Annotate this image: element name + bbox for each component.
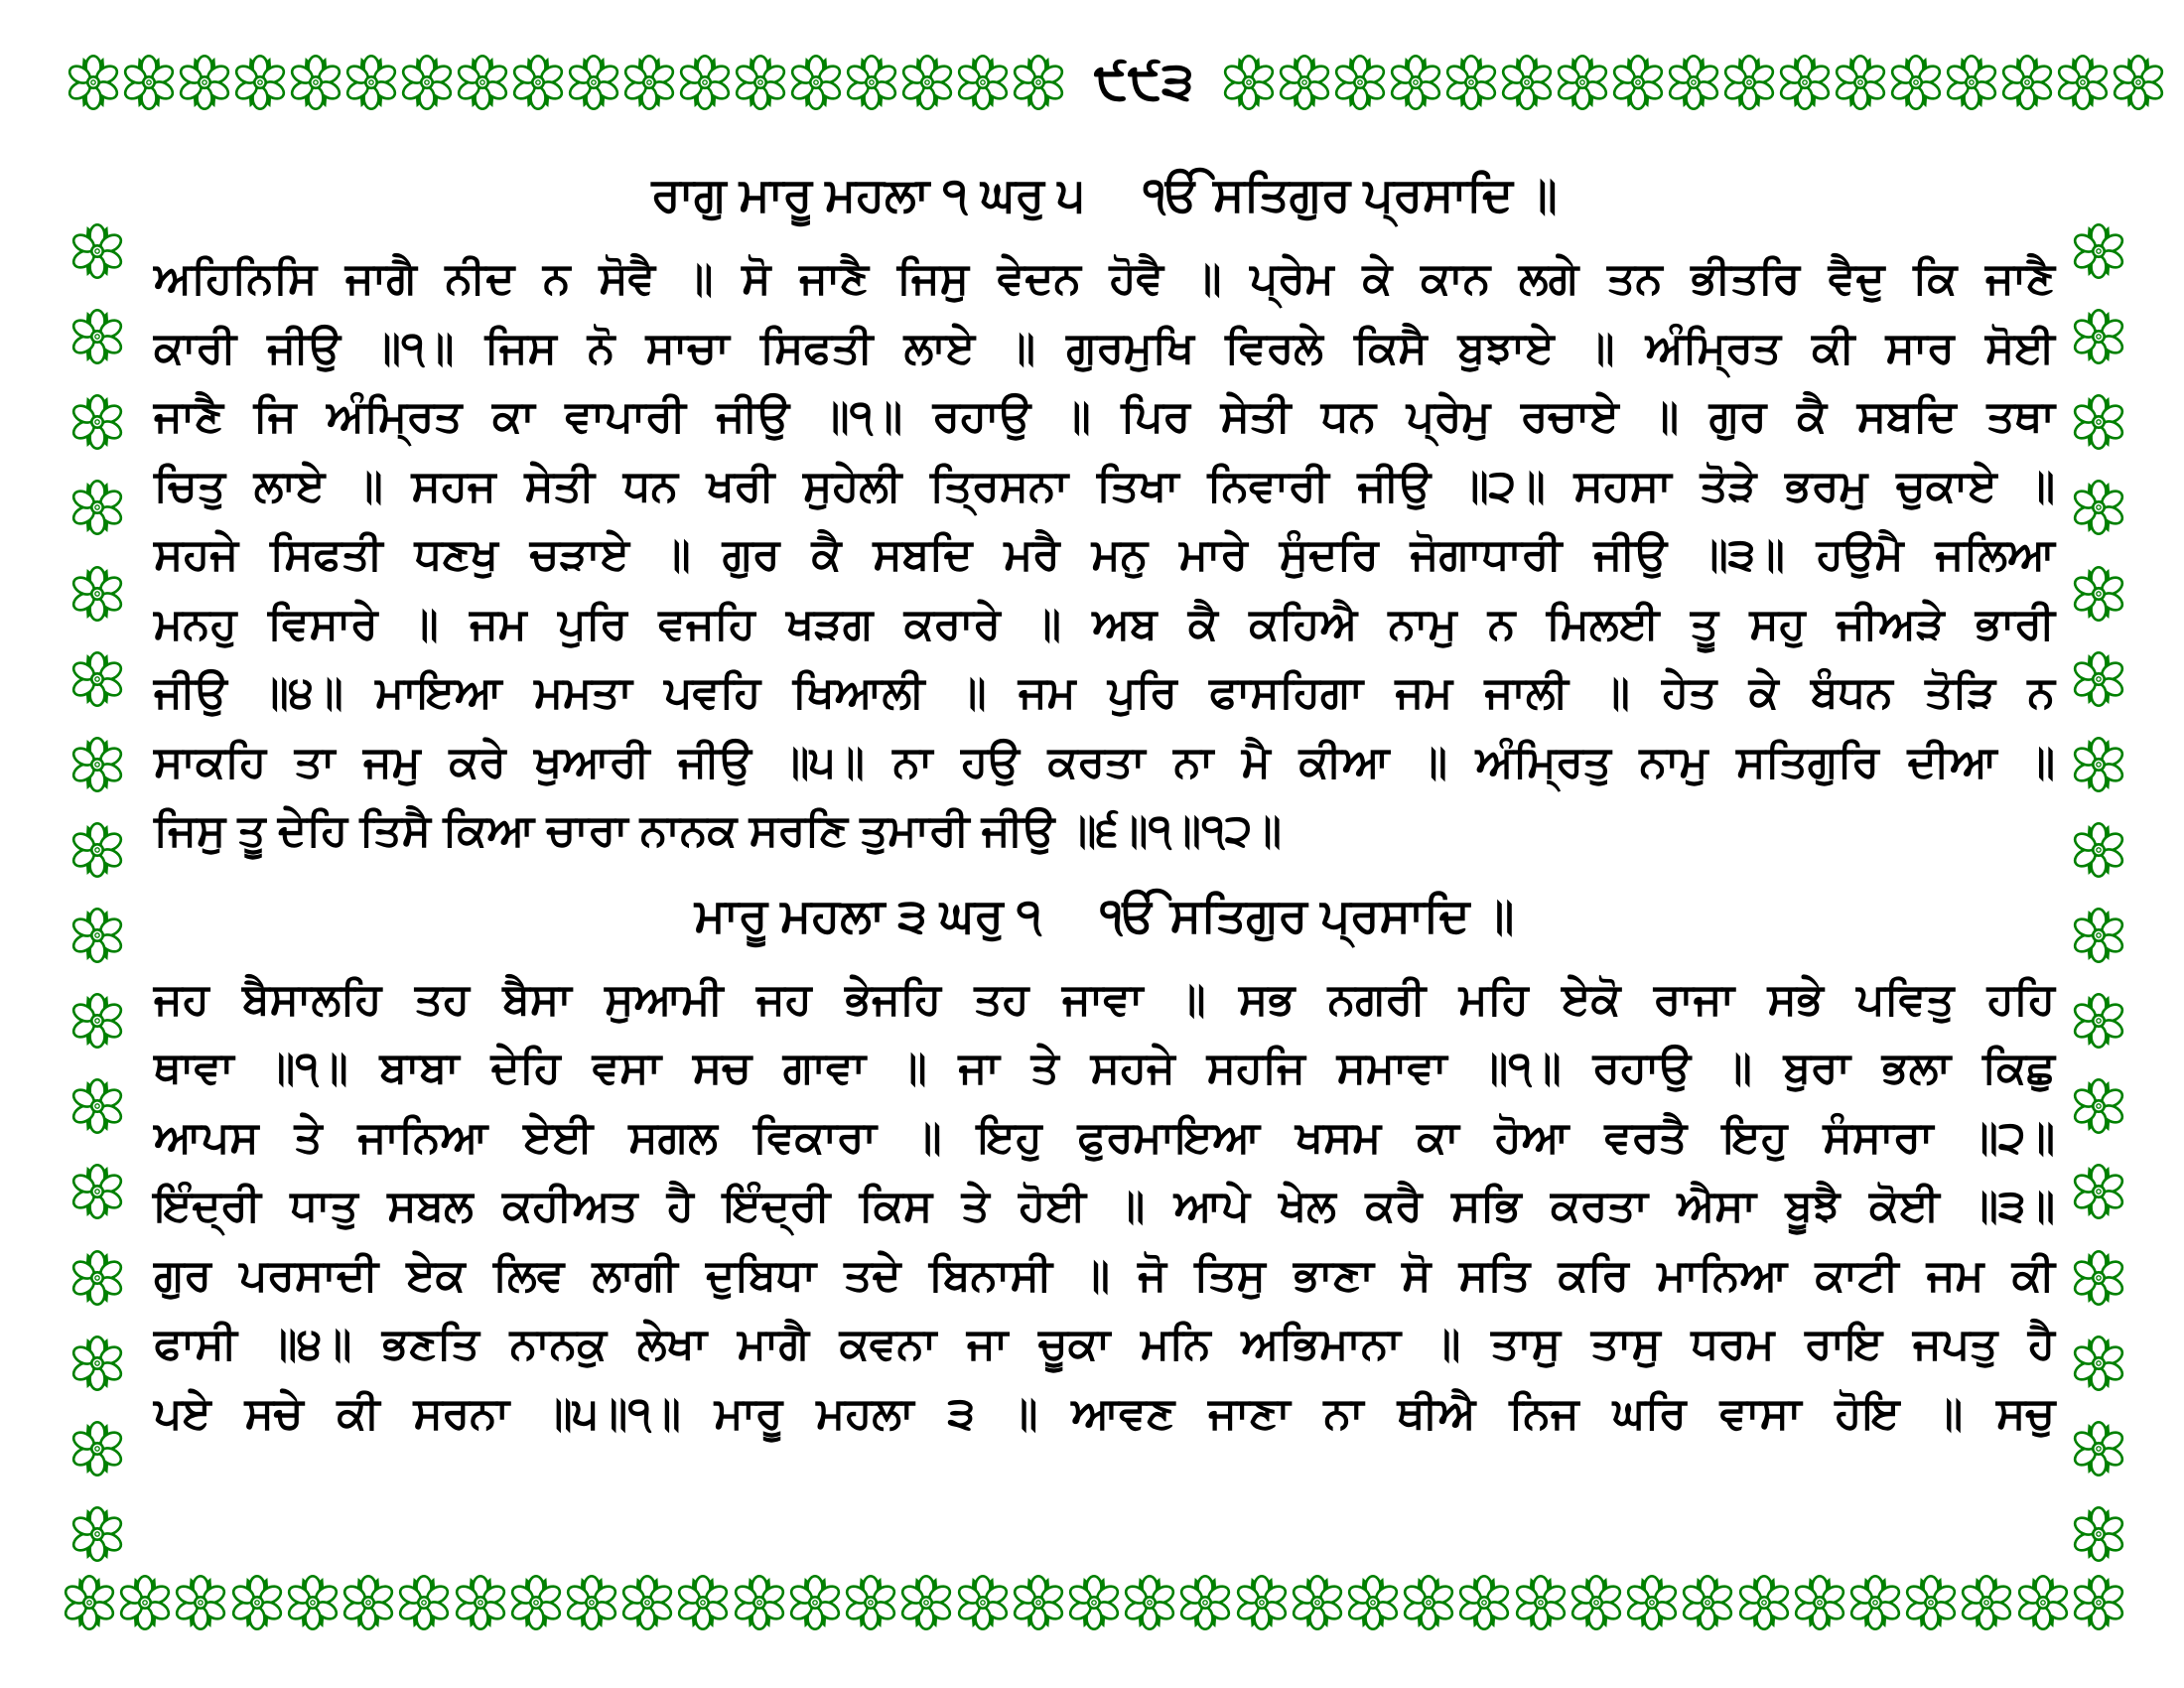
flower-ornament-icon	[1513, 1575, 1569, 1630]
flower-ornament-icon	[62, 1575, 117, 1630]
flower-ornament-icon	[2071, 737, 2126, 792]
flower-ornament-icon	[69, 480, 125, 535]
flower-ornament-icon	[69, 566, 125, 622]
flower-ornament-icon	[1999, 55, 2055, 110]
border-left	[69, 223, 125, 1562]
flower-ornament-icon	[677, 55, 733, 110]
flower-ornament-icon	[508, 1575, 564, 1630]
flower-ornament-icon	[1388, 55, 1443, 110]
flower-ornament-icon	[455, 55, 510, 110]
flower-ornament-icon	[69, 223, 125, 279]
flower-ornament-icon	[564, 1575, 619, 1630]
flower-ornament-icon	[69, 1164, 125, 1219]
flower-ornament-icon	[1944, 55, 1999, 110]
flower-ornament-icon	[1277, 55, 1332, 110]
flower-ornament-icon	[117, 1575, 173, 1630]
border-top-left	[66, 55, 1066, 110]
flower-ornament-icon	[2071, 1078, 2126, 1134]
flower-ornament-icon	[66, 55, 121, 110]
flower-ornament-icon	[2071, 566, 2126, 622]
text-line: ਅਹਿਨਿਸਿ ਜਾਗੈ ਨੀਦ ਨ ਸੋਵੈ ॥ ਸੋ ਜਾਣੈ ਜਿਸੁ ਵੇਦਨ ਹੋਵੈ ॥ ਪ੍ਰੇਮ ਕੇ ਕਾਨ ਲਗੇ ਤਨ ਭੀਤਰਿ ਵੈਦੁ ਕਿ ਜਾਣੈ	[154, 254, 2055, 303]
flower-ornament-icon	[1011, 1575, 1066, 1630]
flower-ornament-icon	[229, 1575, 285, 1630]
text-line: ਚਿਤੁ ਲਾਏ ॥ ਸਹਜ ਸੇਤੀ ਧਨ ਖਰੀ ਸੁਹੇਲੀ ਤ੍ਰਿਸਨਾ ਤਿਖਾ ਨਿਵਾਰੀ ਜੀਉ ॥੨॥ ਸਹਸਾ ਤੋੜੇ ਭਰਮੁ ਚੁਕਾਏ ॥	[154, 461, 2055, 510]
raga-title-1: ਰਾਗੁ ਮਾਰੂ ਮਹਲਾ ੧ ਘਰੁ ੫	[651, 168, 1085, 220]
flower-ornament-icon	[2071, 822, 2126, 878]
flower-ornament-icon	[1122, 1575, 1177, 1630]
text-line: ਜੀਉ ॥੪॥ ਮਾਇਆ ਮਮਤਾ ਪਵਹਿ ਖਿਆਲੀ ॥ ਜਮ ਪੁਰਿ ਫਾਸਹਿਗਾ ਜਮ ਜਾਲੀ ॥ ਹੇਤ ਕੇ ਬੰਧਨ ਤੋੜਿ ਨ	[154, 668, 2055, 717]
flower-ornament-icon	[69, 1421, 125, 1477]
top-border	[66, 52, 2122, 112]
flower-ornament-icon	[1792, 1575, 1847, 1630]
flower-ornament-icon	[69, 737, 125, 792]
flower-ornament-icon	[1569, 1575, 1624, 1630]
shabad-heading-1	[154, 145, 2055, 244]
flower-ornament-icon	[788, 55, 844, 110]
flower-ornament-icon	[1847, 1575, 1903, 1630]
flower-ornament-icon	[732, 1575, 787, 1630]
flower-ornament-icon	[2015, 1575, 2071, 1630]
flower-ornament-icon	[955, 1575, 1011, 1630]
flower-ornament-icon	[1221, 55, 1277, 110]
flower-ornament-icon	[69, 1506, 125, 1562]
flower-ornament-icon	[121, 55, 177, 110]
raga-title-2: ਮਾਰੂ ਮਹਲਾ ੩ ਘਰੁ ੧	[694, 888, 1042, 941]
flower-ornament-icon	[69, 309, 125, 364]
flower-ornament-icon	[2071, 1506, 2126, 1562]
flower-ornament-icon	[2071, 1575, 2126, 1630]
flower-ornament-icon	[1443, 55, 1499, 110]
flower-ornament-icon	[2071, 394, 2126, 450]
flower-ornament-icon	[343, 55, 399, 110]
flower-ornament-icon	[2071, 480, 2126, 535]
flower-ornament-icon	[1345, 1575, 1401, 1630]
flower-ornament-icon	[1011, 55, 1066, 110]
flower-ornament-icon	[1499, 55, 1555, 110]
flower-ornament-icon	[733, 55, 788, 110]
flower-ornament-icon	[898, 1575, 954, 1630]
flower-ornament-icon	[341, 1575, 396, 1630]
flower-ornament-icon	[621, 55, 677, 110]
flower-ornament-icon	[1401, 1575, 1456, 1630]
flower-ornament-icon	[2071, 223, 2126, 279]
text-line: ਥਾਵਾ ॥੧॥ ਬਾਬਾ ਦੇਹਿ ਵਸਾ ਸਚ ਗਾਵਾ ॥ ਜਾ ਤੇ ਸਹਜੇ ਸਹਜਿ ਸਮਾਵਾ ॥੧॥ ਰਹਾਉ ॥ ਬੁਰਾ ਭਲਾ ਕਿਛੁ	[154, 1044, 2055, 1092]
flower-ornament-icon	[2071, 1336, 2126, 1391]
text-line: ਇੰਦ੍ਰੀ ਧਾਤੁ ਸਬਲ ਕਹੀਅਤ ਹੈ ਇੰਦ੍ਰੀ ਕਿਸ ਤੇ ਹੋਈ ॥ ਆਪੇ ਖੇਲ ਕਰੈ ਸਭਿ ਕਰਤਾ ਐਸਾ ਬੂਝੈ ਕੋਈ ॥੩॥	[154, 1182, 2055, 1230]
scripture-text	[154, 145, 2055, 1448]
flower-ornament-icon	[843, 1575, 898, 1630]
text-line: ਆਪਸ ਤੇ ਜਾਨਿਆ ਏਈ ਸਗਲ ਵਿਕਾਰਾ ॥ ਇਹੁ ਫੁਰਮਾਇਆ ਖਸਮ ਕਾ ਹੋਆ ਵਰਤੈ ਇਹੁ ਸੰਸਾਰਾ ॥੨॥	[154, 1112, 2055, 1162]
flower-ornament-icon	[1555, 55, 1610, 110]
flower-ornament-icon	[2055, 55, 2111, 110]
flower-ornament-icon	[1290, 1575, 1345, 1630]
text-line: ਗੁਰ ਪਰਸਾਦੀ ਏਕ ਲਿਵ ਲਾਗੀ ਦੁਬਿਧਾ ਤਦੇ ਬਿਨਾਸੀ ॥ ਜੋ ਤਿਸੁ ਭਾਣਾ ਸੋ ਸਤਿ ਕਰਿ ਮਾਨਿਆ ਕਾਟੀ ਜਮ ਕੀ	[154, 1250, 2055, 1300]
ik-onkar-invocation-1: ੴ ਸਤਿਗੁਰ ਪ੍ਰਸਾਦਿ ॥	[1143, 168, 1558, 220]
flower-ornament-icon	[69, 651, 125, 707]
flower-ornament-icon	[1736, 1575, 1792, 1630]
flower-ornament-icon	[1610, 55, 1666, 110]
flower-ornament-icon	[1456, 1575, 1512, 1630]
text-line: ਜਿਸੁ ਤੂ ਦੇਹਿ ਤਿਸੈ ਕਿਆ ਚਾਰਾ ਨਾਨਕ ਸਰਣਿ ਤੁਮਾਰੀ ਜੀਉ ॥੬॥੧॥੧੨॥	[154, 806, 1282, 855]
flower-ornament-icon	[1624, 1575, 1680, 1630]
flower-ornament-icon	[2071, 651, 2126, 707]
text-line: ਜਾਣੈ ਜਿ ਅੰਮ੍ਰਿਤ ਕਾ ਵਾਪਾਰੀ ਜੀਉ ॥੧॥ ਰਹਾਉ ॥ ਪਿਰ ਸੇਤੀ ਧਨ ਪ੍ਰੇਮੁ ਰਚਾਏ ॥ ਗੁਰ ਕੈ ਸਬਦਿ ਤਥਾ	[154, 392, 2055, 441]
flower-ornament-icon	[453, 1575, 508, 1630]
flower-ornament-icon	[69, 822, 125, 878]
flower-ornament-icon	[2071, 1250, 2126, 1306]
text-line: ਫਾਸੀ ॥੪॥ ਭਣਤਿ ਨਾਨਕੁ ਲੇਖਾ ਮਾਗੈ ਕਵਨਾ ਜਾ ਚੂਕਾ ਮਨਿ ਅਭਿਮਾਨਾ ॥ ਤਾਸੁ ਤਾਸੁ ਧਰਮ ਰਾਇ ਜਪਤੁ ਹੈ	[154, 1320, 2055, 1368]
flower-ornament-icon	[177, 55, 232, 110]
flower-ornament-icon	[1721, 55, 1777, 110]
flower-ornament-icon	[173, 1575, 228, 1630]
flower-ornament-icon	[955, 55, 1011, 110]
flower-ornament-icon	[1903, 1575, 1959, 1630]
flower-ornament-icon	[232, 55, 288, 110]
flower-ornament-icon	[675, 1575, 731, 1630]
flower-ornament-icon	[69, 1250, 125, 1306]
shabad-heading-2	[154, 866, 2055, 965]
flower-ornament-icon	[1177, 1575, 1233, 1630]
flower-ornament-icon	[899, 55, 955, 110]
flower-ornament-icon	[1833, 55, 1888, 110]
flower-ornament-icon	[2071, 1421, 2126, 1477]
text-line: ਸਾਕਹਿ ਤਾ ਜਮੁ ਕਰੇ ਖੁਆਰੀ ਜੀਉ ॥੫॥ ਨਾ ਹਉ ਕਰਤਾ ਨਾ ਮੈ ਕੀਆ ॥ ਅੰਮ੍ਰਿਤੁ ਨਾਮੁ ਸਤਿਗੁਰਿ ਦੀਆ ॥	[154, 737, 2055, 786]
flower-ornament-icon	[2071, 1164, 2126, 1219]
flower-ornament-icon	[288, 55, 343, 110]
flower-ornament-icon	[69, 1078, 125, 1134]
flower-ornament-icon	[844, 55, 899, 110]
flower-ornament-icon	[787, 1575, 843, 1630]
flower-ornament-icon	[69, 1336, 125, 1391]
text-line: ਕਾਰੀ ਜੀਉ ॥੧॥ ਜਿਸ ਨੋ ਸਾਚਾ ਸਿਫਤੀ ਲਾਏ ॥ ਗੁਰਮੁਖਿ ਵਿਰਲੇ ਕਿਸੈ ਬੁਝਾਏ ॥ ਅੰਮ੍ਰਿਤ ਕੀ ਸਾਰ ਸੋਈ	[154, 323, 2055, 372]
flower-ornament-icon	[1680, 1575, 1735, 1630]
flower-ornament-icon	[69, 394, 125, 450]
flower-ornament-icon	[1777, 55, 1833, 110]
flower-ornament-icon	[69, 993, 125, 1049]
flower-ornament-icon	[1666, 55, 1721, 110]
flower-ornament-icon	[510, 55, 566, 110]
text-line: ਪਏ ਸਚੇ ਕੀ ਸਰਨਾ ॥੫॥੧॥ ਮਾਰੂ ਮਹਲਾ ੩ ॥ ਆਵਣ ਜਾਣਾ ਨਾ ਥੀਐ ਨਿਜ ਘਰਿ ਵਾਸਾ ਹੋਇ ॥ ਸਚੁ	[154, 1388, 2055, 1438]
flower-ornament-icon	[69, 908, 125, 963]
flower-ornament-icon	[1888, 55, 1944, 110]
flower-ornament-icon	[2071, 309, 2126, 364]
border-top-right	[1221, 55, 2166, 110]
flower-ornament-icon	[285, 1575, 341, 1630]
flower-ornament-icon	[2071, 993, 2126, 1049]
text-line: ਮਨਹੁ ਵਿਸਾਰੇ ॥ ਜਮ ਪੁਰਿ ਵਜਹਿ ਖੜਗ ਕਰਾਰੇ ॥ ਅਬ ਕੈ ਕਹਿਐ ਨਾਮੁ ਨ ਮਿਲਈ ਤੂ ਸਹੁ ਜੀਅੜੇ ਭਾਰੀ	[154, 599, 2055, 648]
page-number: ੯੯੩	[1094, 53, 1194, 110]
ik-onkar-invocation-2: ੴ ਸਤਿਗੁਰ ਪ੍ਰਸਾਦਿ ॥	[1100, 888, 1515, 941]
text-line: ਜਹ ਬੈਸਾਲਹਿ ਤਹ ਬੈਸਾ ਸੁਆਮੀ ਜਹ ਭੇਜਹਿ ਤਹ ਜਾਵਾ ॥ ਸਭ ਨਗਰੀ ਮਹਿ ਏਕੋ ਰਾਜਾ ਸਭੇ ਪਵਿਤੁ ਹਹਿ	[154, 974, 2055, 1024]
flower-ornament-icon	[1234, 1575, 1290, 1630]
flower-ornament-icon	[1332, 55, 1388, 110]
flower-ornament-icon	[566, 55, 621, 110]
flower-ornament-icon	[2111, 55, 2166, 110]
flower-ornament-icon	[619, 1575, 675, 1630]
flower-ornament-icon	[396, 1575, 452, 1630]
flower-ornament-icon	[1066, 1575, 1122, 1630]
text-line: ਸਹਜੇ ਸਿਫਤੀ ਧਣਖੁ ਚੜਾਏ ॥ ਗੁਰ ਕੈ ਸਬਦਿ ਮਰੈ ਮਨੁ ਮਾਰੇ ਸੁੰਦਰਿ ਜੋਗਾਧਾਰੀ ਜੀਉ ॥੩॥ ਹਉਮੈ ਜਲਿਆ	[154, 530, 2055, 579]
flower-ornament-icon	[1959, 1575, 2014, 1630]
flower-ornament-icon	[399, 55, 455, 110]
flower-ornament-icon	[2071, 908, 2126, 963]
border-bottom	[62, 1575, 2126, 1630]
border-right	[2071, 223, 2126, 1562]
